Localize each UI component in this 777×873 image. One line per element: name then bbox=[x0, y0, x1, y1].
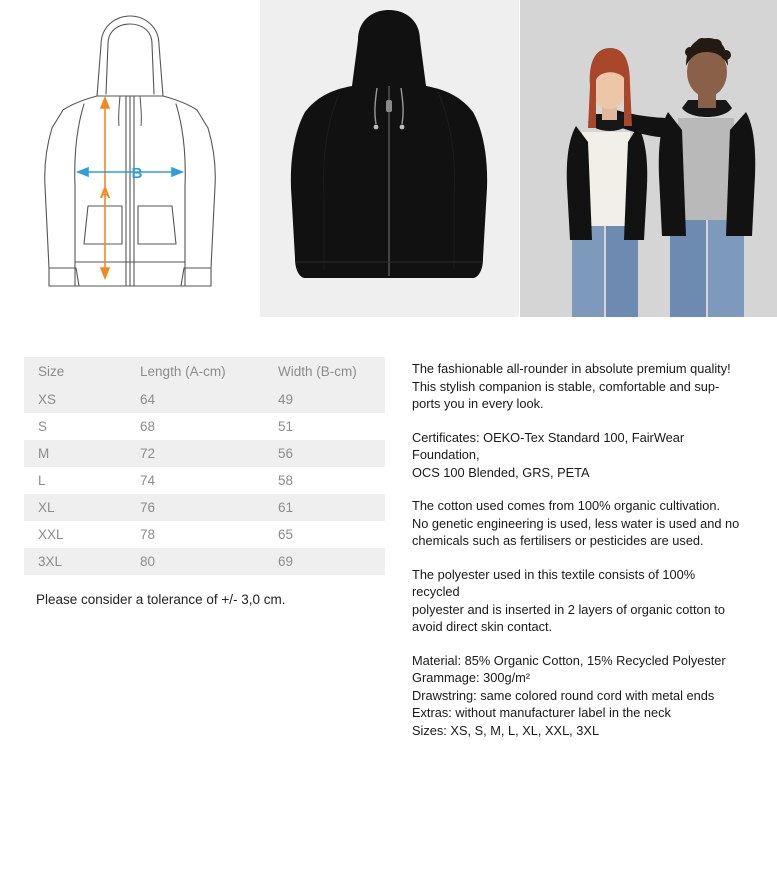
description-paragraph-certificates bbox=[412, 429, 742, 482]
table-row bbox=[24, 521, 385, 548]
size-table bbox=[24, 357, 385, 575]
description-paragraph-intro bbox=[412, 360, 742, 413]
table-row bbox=[24, 494, 385, 521]
header-size: Size bbox=[24, 357, 126, 386]
technical-drawing-image bbox=[0, 0, 259, 317]
cell-width: 51 bbox=[264, 413, 385, 440]
table-row bbox=[24, 440, 385, 467]
description-paragraph-specs bbox=[412, 652, 742, 740]
table-row bbox=[24, 548, 385, 575]
desc-line-sizes: Sizes: XS, S, M, L, XL, XXL, 3XL bbox=[412, 722, 600, 738]
desc-line: avoid direct skin contact. bbox=[412, 619, 553, 634]
desc-line: The polyester used in this textile consists of 100% recycled bbox=[412, 566, 696, 599]
cell-width: 49 bbox=[264, 386, 385, 413]
desc-line-material: Material: 85% Organic Cotton, 15% Recycled Polyester bbox=[412, 652, 726, 668]
measure-a-label: A bbox=[99, 185, 111, 202]
cell-size: 3XL bbox=[24, 548, 126, 575]
desc-line-extras: Extras: without manufacturer label in the neck bbox=[412, 705, 671, 720]
cell-size: M bbox=[24, 440, 126, 467]
header-length: Length (A-cm) bbox=[126, 357, 264, 386]
cell-width: 56 bbox=[264, 440, 385, 467]
desc-line: The cotton used comes from 100% organic cultivation. bbox=[412, 498, 720, 513]
table-header-row bbox=[24, 357, 385, 386]
cell-length: 78 bbox=[126, 521, 264, 548]
description-paragraph-polyester bbox=[412, 566, 742, 636]
tolerance-note: Please consider a tolerance of +/- 3,0 cm. bbox=[36, 592, 286, 607]
table-row bbox=[24, 386, 385, 413]
table-row bbox=[24, 467, 385, 494]
cell-size: XS bbox=[24, 386, 126, 413]
desc-line-grammage: Grammage: 300g/m² bbox=[412, 670, 531, 685]
desc-line: This stylish companion is stable, comfortable and sup- bbox=[412, 378, 720, 394]
cell-width: 58 bbox=[264, 467, 385, 494]
cell-width: 69 bbox=[264, 548, 385, 575]
desc-line: No genetic engineering is used, less water is used and no bbox=[412, 515, 740, 531]
product-image-row bbox=[0, 0, 777, 317]
desc-line: polyester and is inserted in 2 layers of organic cotton to bbox=[412, 601, 725, 617]
cell-width: 61 bbox=[264, 494, 385, 521]
model-photo-svg bbox=[520, 0, 777, 317]
desc-line: Certificates: OEKO-Tex Standard 100, FairWear Foundation, bbox=[412, 429, 685, 462]
table-row bbox=[24, 413, 385, 440]
cell-length: 72 bbox=[126, 440, 264, 467]
cell-length: 80 bbox=[126, 548, 264, 575]
desc-line-drawstring: Drawstring: same colored round cord with metal ends bbox=[412, 687, 715, 703]
desc-line: chemicals such as fertilisers or pesticides are used. bbox=[412, 533, 704, 548]
desc-line: ports you in every look. bbox=[412, 396, 544, 411]
cell-size: S bbox=[24, 413, 126, 440]
cell-size: XXL bbox=[24, 521, 126, 548]
cell-length: 76 bbox=[126, 494, 264, 521]
description-paragraph-cotton bbox=[412, 497, 742, 550]
cell-size: XL bbox=[24, 494, 126, 521]
cell-length: 64 bbox=[126, 386, 264, 413]
desc-line: The fashionable all-rounder in absolute premium quality! bbox=[412, 361, 731, 376]
size-table-container bbox=[24, 357, 385, 575]
header-width: Width (B-cm) bbox=[264, 357, 385, 386]
product-photo-svg bbox=[260, 0, 519, 317]
technical-drawing-svg bbox=[0, 0, 259, 317]
product-description bbox=[412, 360, 742, 739]
measure-b-label: B bbox=[131, 165, 143, 182]
cell-width: 65 bbox=[264, 521, 385, 548]
desc-line: OCS 100 Blended, GRS, PETA bbox=[412, 464, 590, 480]
cell-length: 74 bbox=[126, 467, 264, 494]
cell-size: L bbox=[24, 467, 126, 494]
cell-length: 68 bbox=[126, 413, 264, 440]
product-photo-image bbox=[260, 0, 519, 317]
model-photo-image bbox=[520, 0, 777, 317]
